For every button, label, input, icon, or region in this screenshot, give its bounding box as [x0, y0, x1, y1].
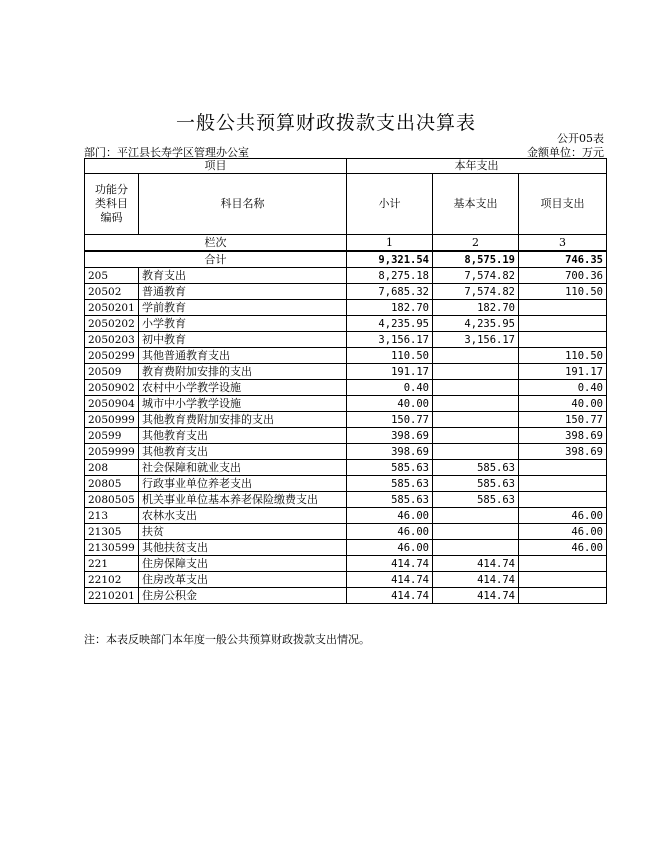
unit-label: 金额单位：万元 [527, 146, 604, 159]
row-code: 20509 [85, 364, 139, 380]
row-code: 20502 [85, 284, 139, 300]
row-project: 46.00 [519, 540, 607, 556]
row-basic [433, 348, 519, 364]
row-basic: 182.70 [433, 300, 519, 316]
row-basic [433, 444, 519, 460]
header-func-code: 功能分类科目编码 [85, 174, 139, 235]
row-project [519, 460, 607, 476]
row-name: 住房公积金 [139, 588, 347, 604]
row-project [519, 300, 607, 316]
row-subtotal: 4,235.95 [347, 316, 433, 332]
table-row [85, 444, 607, 460]
column-index-row [85, 235, 607, 252]
row-project: 46.00 [519, 508, 607, 524]
row-code: 2059999 [85, 444, 139, 460]
row-subtotal: 414.74 [347, 572, 433, 588]
total-project: 746.35 [519, 251, 607, 268]
row-basic [433, 428, 519, 444]
footnote: 注：本表反映部门本年度一般公共预算财政拨款支出情况。 [84, 633, 370, 646]
row-project [519, 492, 607, 508]
row-subtotal: 7,685.32 [347, 284, 433, 300]
table-row [85, 412, 607, 428]
row-basic: 585.63 [433, 492, 519, 508]
row-name: 教育费附加安排的支出 [139, 364, 347, 380]
row-code: 205 [85, 268, 139, 284]
row-basic [433, 508, 519, 524]
row-subtotal: 191.17 [347, 364, 433, 380]
row-project: 110.50 [519, 348, 607, 364]
header-item: 项目 [85, 159, 347, 174]
row-subtotal: 0.40 [347, 380, 433, 396]
table-row [85, 268, 607, 284]
table-row [85, 396, 607, 412]
row-code: 2050203 [85, 332, 139, 348]
header-row-main [85, 174, 607, 235]
col-3: 3 [519, 235, 607, 252]
row-name: 其他教育费附加安排的支出 [139, 412, 347, 428]
row-project [519, 316, 607, 332]
table-row [85, 380, 607, 396]
row-project: 0.40 [519, 380, 607, 396]
row-project: 40.00 [519, 396, 607, 412]
row-name: 其他教育支出 [139, 444, 347, 460]
row-basic [433, 396, 519, 412]
row-basic: 3,156.17 [433, 332, 519, 348]
row-subtotal: 46.00 [347, 508, 433, 524]
row-name: 其他普通教育支出 [139, 348, 347, 364]
table-row [85, 476, 607, 492]
row-subtotal: 46.00 [347, 540, 433, 556]
row-name: 机关事业单位基本养老保险缴费支出 [139, 492, 347, 508]
table-row [85, 524, 607, 540]
row-code: 2130599 [85, 540, 139, 556]
row-name: 住房改革支出 [139, 572, 347, 588]
header-subject-name: 科目名称 [139, 174, 347, 235]
table-row [85, 588, 607, 604]
row-subtotal: 414.74 [347, 588, 433, 604]
table-row [85, 284, 607, 300]
row-basic: 7,574.82 [433, 268, 519, 284]
row-name: 初中教育 [139, 332, 347, 348]
row-basic [433, 364, 519, 380]
table-row [85, 492, 607, 508]
row-project: 46.00 [519, 524, 607, 540]
header-basic: 基本支出 [433, 174, 519, 235]
department-label: 部门：平江县长寿学区管理办公室 [84, 146, 249, 159]
header-row-top [85, 159, 607, 174]
total-basic: 8,575.19 [433, 251, 519, 268]
row-basic [433, 380, 519, 396]
row-name: 其他扶贫支出 [139, 540, 347, 556]
row-subtotal: 182.70 [347, 300, 433, 316]
row-project: 700.36 [519, 268, 607, 284]
row-project: 110.50 [519, 284, 607, 300]
row-name: 农村中小学教学设施 [139, 380, 347, 396]
row-project [519, 572, 607, 588]
table-row [85, 316, 607, 332]
row-code: 2050904 [85, 396, 139, 412]
row-basic: 585.63 [433, 460, 519, 476]
row-subtotal: 3,156.17 [347, 332, 433, 348]
row-code: 2050299 [85, 348, 139, 364]
row-name: 行政事业单位养老支出 [139, 476, 347, 492]
table-row [85, 428, 607, 444]
row-code: 21305 [85, 524, 139, 540]
total-label: 合计 [85, 251, 347, 268]
row-project: 398.69 [519, 428, 607, 444]
row-code: 2050201 [85, 300, 139, 316]
row-name: 教育支出 [139, 268, 347, 284]
row-subtotal: 585.63 [347, 492, 433, 508]
row-basic: 414.74 [433, 588, 519, 604]
row-project [519, 476, 607, 492]
col-2: 2 [433, 235, 519, 252]
row-name: 社会保障和就业支出 [139, 460, 347, 476]
row-project [519, 332, 607, 348]
expenditure-table [84, 158, 607, 604]
row-basic [433, 524, 519, 540]
row-subtotal: 40.00 [347, 396, 433, 412]
row-name: 扶贫 [139, 524, 347, 540]
row-name: 其他教育支出 [139, 428, 347, 444]
row-subtotal: 585.63 [347, 460, 433, 476]
row-code: 2050999 [85, 412, 139, 428]
row-basic: 7,574.82 [433, 284, 519, 300]
total-subtotal: 9,321.54 [347, 251, 433, 268]
row-project [519, 588, 607, 604]
table-row [85, 508, 607, 524]
row-basic: 414.74 [433, 556, 519, 572]
row-project [519, 556, 607, 572]
row-code: 22102 [85, 572, 139, 588]
row-subtotal: 398.69 [347, 428, 433, 444]
table-row [85, 556, 607, 572]
row-code: 2210201 [85, 588, 139, 604]
row-project: 191.17 [519, 364, 607, 380]
header-current-year: 本年支出 [347, 159, 607, 174]
row-code: 2050902 [85, 380, 139, 396]
row-code: 2050202 [85, 316, 139, 332]
row-code: 20599 [85, 428, 139, 444]
table-row [85, 572, 607, 588]
table-row [85, 348, 607, 364]
row-subtotal: 46.00 [347, 524, 433, 540]
table-row [85, 540, 607, 556]
row-name: 农林水支出 [139, 508, 347, 524]
row-subtotal: 8,275.18 [347, 268, 433, 284]
row-code: 20805 [85, 476, 139, 492]
row-code: 2080505 [85, 492, 139, 508]
col-label: 栏次 [85, 235, 347, 252]
row-basic [433, 540, 519, 556]
row-code: 213 [85, 508, 139, 524]
row-basic: 4,235.95 [433, 316, 519, 332]
row-name: 城市中小学教学设施 [139, 396, 347, 412]
row-name: 学前教育 [139, 300, 347, 316]
row-subtotal: 585.63 [347, 476, 433, 492]
header-project: 项目支出 [519, 174, 607, 235]
row-name: 普通教育 [139, 284, 347, 300]
row-code: 208 [85, 460, 139, 476]
row-basic [433, 412, 519, 428]
row-code: 221 [85, 556, 139, 572]
page-title: 一般公共预算财政拨款支出决算表 [175, 112, 476, 134]
row-subtotal: 150.77 [347, 412, 433, 428]
row-basic: 585.63 [433, 476, 519, 492]
table-row [85, 460, 607, 476]
table-row [85, 332, 607, 348]
table-row [85, 364, 607, 380]
row-subtotal: 110.50 [347, 348, 433, 364]
row-project: 150.77 [519, 412, 607, 428]
form-number: 公开05表 [557, 132, 604, 145]
row-subtotal: 398.69 [347, 444, 433, 460]
row-project: 398.69 [519, 444, 607, 460]
total-row [85, 251, 607, 268]
row-name: 小学教育 [139, 316, 347, 332]
header-subtotal: 小计 [347, 174, 433, 235]
row-subtotal: 414.74 [347, 556, 433, 572]
row-name: 住房保障支出 [139, 556, 347, 572]
row-basic: 414.74 [433, 572, 519, 588]
col-1: 1 [347, 235, 433, 252]
table-row [85, 300, 607, 316]
